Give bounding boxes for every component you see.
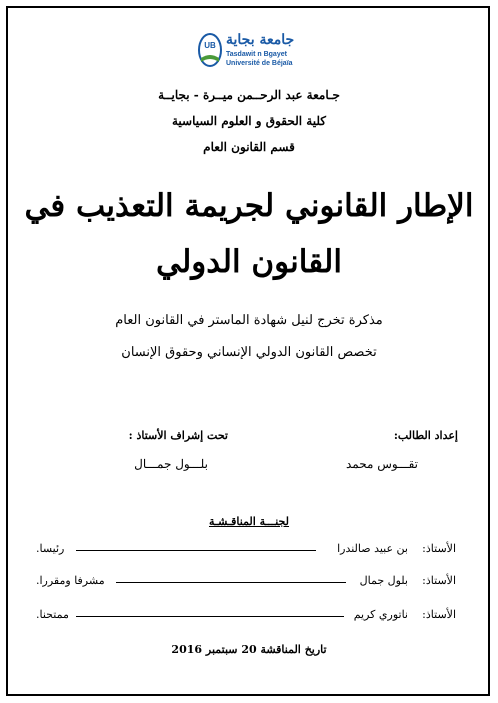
- supervisor-name: بلـــول جمـــال: [134, 457, 208, 471]
- jury-member-name: ناتوري كريم: [353, 608, 408, 621]
- jury-dotted-line: [116, 582, 346, 583]
- defense-date: تاريخ المناقشة 20 سبتمبر 2016: [171, 643, 327, 656]
- jury-row: [36, 574, 456, 588]
- logo-latin-line2: Université de Béjaïa: [226, 60, 293, 67]
- logo-emblem-icon: [198, 32, 222, 68]
- department-name: قسم القانون العام: [203, 140, 295, 154]
- thesis-title-line1: الإطار القانوني لجريمة التعذيب في: [24, 188, 474, 224]
- jury-row: [36, 608, 456, 622]
- jury-row: [36, 542, 456, 556]
- jury-member-name: بن عبيد صالندرا: [337, 542, 408, 555]
- faculty-name: كلية الحقوق و العلوم السياسية: [171, 114, 327, 128]
- jury-dotted-line: [76, 616, 344, 617]
- jury-title: لجنـــة المناقـشـة: [208, 515, 290, 528]
- logo-latin-line1: Tasdawit n Bgayet: [226, 51, 287, 58]
- jury-role: الأستاذ:: [422, 542, 456, 555]
- prepared-by-label: إعداد الطالب:: [393, 429, 458, 442]
- student-name: تقـــوس محمد: [345, 457, 418, 471]
- jury-member-name: بلول جمال: [359, 574, 408, 587]
- jury-status: رئيسا.: [36, 542, 65, 555]
- svg-text:UB: UB: [204, 41, 216, 50]
- thesis-subtitle: مذكرة تخرج لنيل شهادة الماستر في القانون العام: [115, 313, 383, 328]
- jury-role: الأستاذ:: [422, 608, 456, 621]
- thesis-specialty: تخصص القانون الدولي الإنساني وحقوق الإنسان: [121, 345, 377, 360]
- jury-dotted-line: [76, 550, 316, 551]
- jury-status: ممتحنا.: [36, 608, 69, 621]
- university-logo: [196, 30, 306, 70]
- logo-arabic-text: جامعة بجاية: [226, 32, 295, 48]
- thesis-title-line2: القانون الدولي: [156, 244, 342, 280]
- jury-role: الأستاذ:: [422, 574, 456, 587]
- jury-status: مشرفا ومقررا.: [36, 574, 105, 587]
- university-name: جـامعة عبد الرحــمن ميــرة - بجايــة: [158, 88, 340, 102]
- supervisor-label: تحت إشراف الأستاذ :: [128, 429, 228, 442]
